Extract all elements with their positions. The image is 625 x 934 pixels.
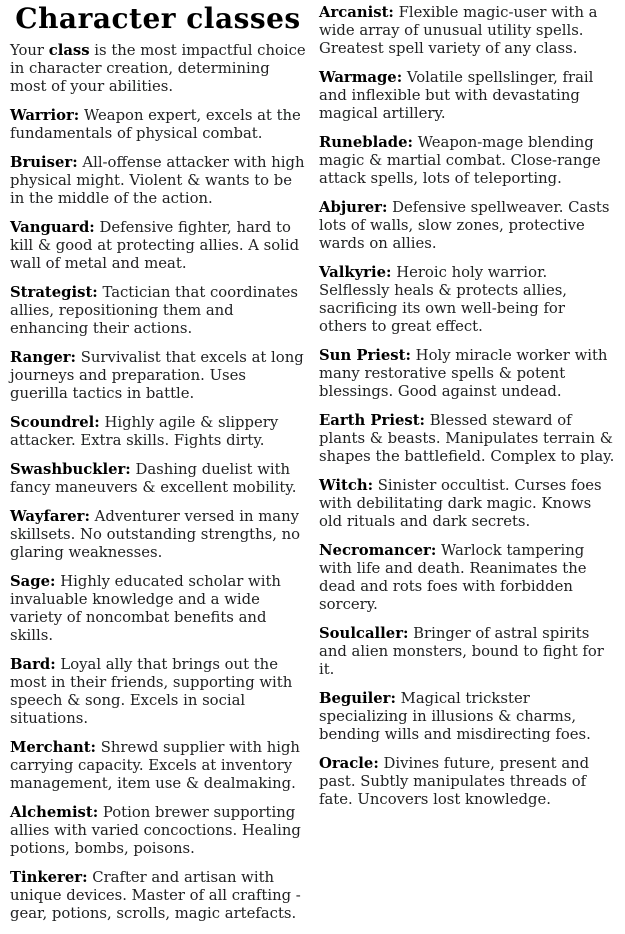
class-name: Runeblade: [319,134,414,151]
class-entry [319,542,615,614]
intro-paragraph [10,42,306,96]
class-entry [319,69,615,123]
class-name: Alchemist: [10,803,99,821]
class-description: Potion brewer supporting allies with varied concoctions. Healing potions, bombs, poisons. [10,803,301,857]
class-name: Oracle: [319,755,379,772]
intro-suffix: is the most impactful choice in character creation, determining most of your abilities. [10,41,306,95]
page-title: Character classes [15,2,301,35]
class-entry [10,414,306,450]
class-description: Shrewd supplier with high carrying capacity. Excels at inventory management, item use & dealmaking. [10,738,300,792]
class-name: Earth Priest: [319,412,425,429]
class-description: Adventurer versed in many skillsets. No outstanding strengths, no glaring weaknesses. [10,507,301,561]
class-entry [319,264,615,336]
class-description: Defensive fighter, hard to kill & good at protecting allies. A solid wall of metal and meat. [10,218,300,272]
class-name: Witch: [319,477,374,494]
class-name: Sun Priest: [319,347,411,364]
class-entry [10,573,306,645]
class-name: Strategist: [10,283,98,301]
class-entry [319,134,615,188]
class-entry [10,804,306,858]
class-entry [319,199,615,253]
class-name: Swashbuckler: [10,460,131,478]
right-class-list [319,4,615,809]
class-description: Tactician that coordinates allies, repositioning them and enhancing their actions. [10,283,299,337]
class-description: Defensive spellweaver. Casts lots of walls, slow zones, protective wards on allies. [319,199,610,252]
class-name: Bruiser: [10,153,78,171]
class-entry [319,4,615,58]
class-entry [10,508,306,562]
class-entry [10,154,306,208]
class-entry [10,739,306,793]
class-description: Volatile spellslinger, frail and inflexible but with devastating magical artillery. [319,69,594,122]
class-entry [319,690,615,744]
class-entry [10,349,306,403]
class-entry [319,347,615,401]
class-description: Magical trickster specializing in illusions & charms, bending wills and misdirecting foes. [319,690,591,743]
intro-bold-term: class [48,41,90,59]
class-description: Sinister occultist. Curses foes with debilitating dark magic. Knows old rituals and dark secrets. [319,477,602,530]
class-name: Ranger: [10,348,77,366]
class-name: Sage: [10,572,56,590]
class-description: Crafter and artisan with unique devices. Master of all crafting - gear, potions, scrolls, magic artefacts. [10,868,301,922]
class-description: Survivalist that excels at long journeys and preparation. Uses guerilla tactics in battle. [10,348,304,402]
class-description: Warlock tampering with life and death. Reanimates the dead and rots foes with forbidden sorcery. [319,542,587,613]
class-description: Blessed steward of plants & beasts. Manipulates terrain & shapes the battlefield. Complex to play. [319,412,615,465]
class-description: Weapon expert, excels at the fundamentals of physical combat. [10,106,301,142]
class-name: Scoundrel: [10,413,100,431]
class-name: Bard: [10,655,56,673]
class-description: Holy miracle worker with many restorative spells & potent blessings. Good against undead. [319,347,608,400]
class-name: Necromancer: [319,542,437,559]
class-name: Wayfarer: [10,507,90,525]
class-entry [319,477,615,531]
class-name: Arcanist: [319,4,394,21]
class-name: Abjurer: [319,199,388,216]
class-description: Dashing duelist with fancy maneuvers & excellent mobility. [10,460,297,496]
class-entry [10,869,306,923]
intro-prefix: Your [10,41,49,59]
class-entry [10,461,306,497]
class-description: Bringer of astral spirits and alien monsters, bound to fight for it. [319,625,604,678]
class-name: Soulcaller: [319,625,409,642]
class-description: Highly agile & slippery attacker. Extra skills. Fights dirty. [10,413,279,449]
class-entry [10,219,306,273]
class-name: Warrior: [10,106,80,124]
class-description: Flexible magic-user with a wide array of unusual utility spells. Greatest spell variety of any class. [319,4,598,57]
class-description: Heroic holy warrior. Selflessly heals & protects allies, sacrificing its own well-being for others to great effect. [319,264,568,335]
class-entry [319,412,615,466]
class-name: Warmage: [319,69,403,86]
class-description: Highly educated scholar with invaluable knowledge and a wide variety of noncombat benefits and skills. [10,572,281,644]
class-name: Valkyrie: [319,264,392,281]
class-entry [10,284,306,338]
class-name: Vanguard: [10,218,95,236]
class-name: Merchant: [10,738,96,756]
class-description: All-offense attacker with high physical might. Violent & wants to be in the middle of the action. [10,153,305,207]
class-description: Weapon-mage blending magic & martial combat. Close-range attack spells, lots of teleporting. [319,134,601,187]
class-description: Divines future, present and past. Subtly manipulates threads of fate. Uncovers lost knowledge. [319,755,590,808]
left-class-list [10,107,306,923]
class-name: Beguiler: [319,690,396,707]
class-description: Loyal ally that brings out the most in their friends, supporting with speech & song. Excels in social situations. [10,655,293,727]
class-entry [319,755,615,809]
class-name: Tinkerer: [10,868,88,886]
class-entry [10,107,306,143]
class-entry [319,625,615,679]
class-entry [10,656,306,728]
left-column [10,4,306,934]
right-column [319,4,615,934]
